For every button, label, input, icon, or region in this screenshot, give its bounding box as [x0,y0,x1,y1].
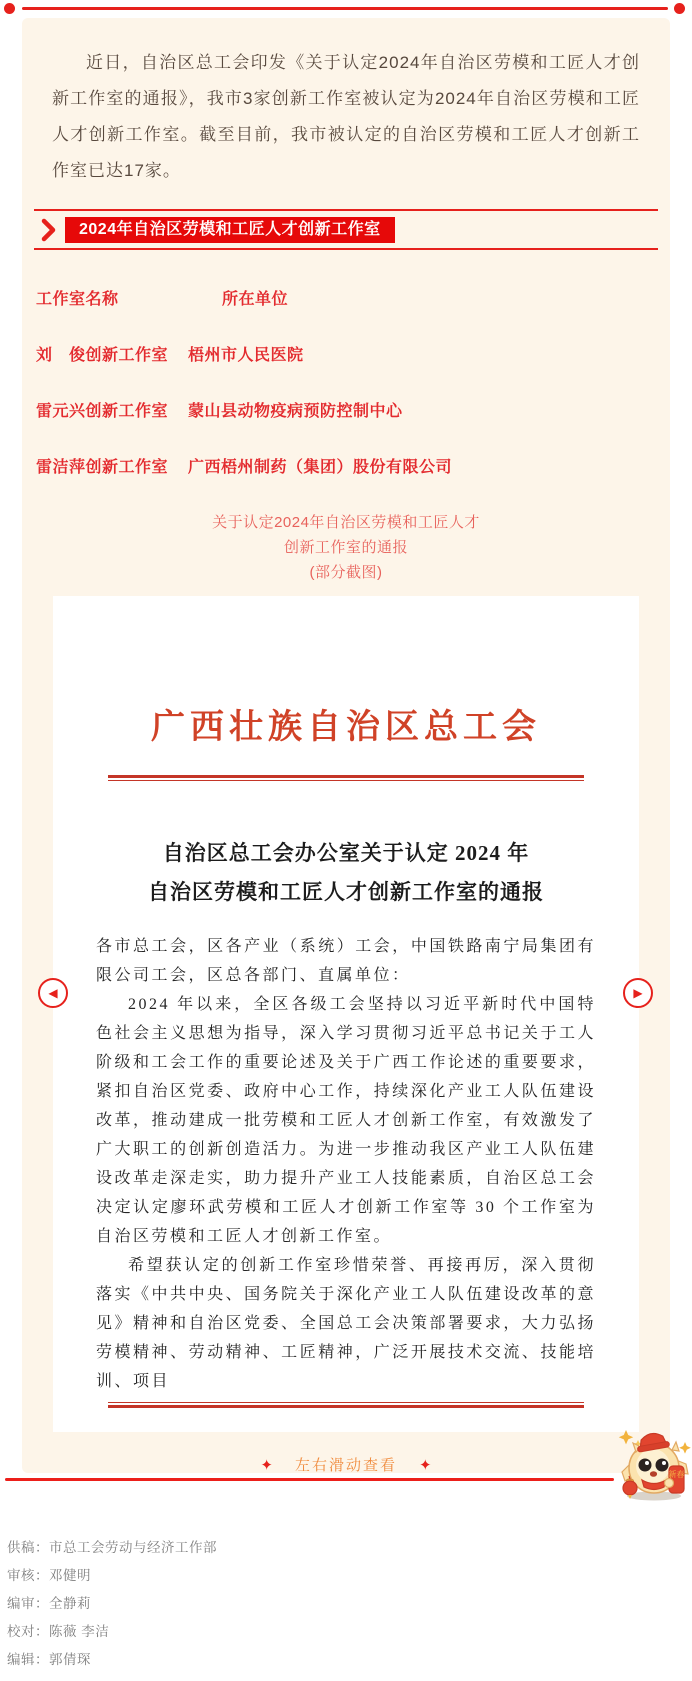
doc-title-line-1: 自治区总工会办公室关于认定 2024 年 [162,841,530,865]
col-header-name: 工作室名称 [36,291,119,308]
top-right-dot [674,3,685,14]
workshop-name: 雷元兴创新工作室 [36,403,169,420]
swipe-hint [22,1454,670,1475]
section-header [34,209,658,250]
footer-credits [7,1541,217,1681]
doc-title-divider [108,775,584,781]
section-title-badge [65,217,395,243]
credit-line: 审核：邓健明 [7,1568,91,1583]
workshop-unit: 蒙山县动物疫病预防控制中心 [188,403,403,420]
top-left-dot [4,3,15,14]
table-row [36,454,670,477]
swipe-hint-text: 左右滑动查看 [294,1457,397,1474]
doc-title [53,834,639,912]
content-card [22,18,670,1473]
doc-bottom-divider [108,1402,584,1408]
svg-text:新春: 新春 [668,1470,685,1479]
section-rule-top [34,209,658,211]
section-title: 2024年自治区劳模和工匠人才创新工作室 [79,220,381,238]
notice-document-image[interactable] [53,596,639,1432]
table-header-row [36,286,670,309]
doc-body [96,932,596,1396]
star-icon-right: ✦ [419,1455,432,1474]
next-button[interactable] [623,978,653,1008]
section-rule-bottom [34,248,658,250]
doc-org-title: 广西壮族自治区总工会 [151,709,541,746]
doc-paragraph-2: 希望获认定的创新工作室珍惜荣誉、再接再厉，深入贯彻落实《中共中央、国务院关于深化产业工人队伍建设改革的意见》精神和自治区党委、全国总工会决策部署要求，大力弘扬劳模精神、劳动精神、工匠精神，广泛开展技术交流、技能培训、项目 [96,1257,596,1390]
image-caption [22,510,670,585]
credit-line: 编辑：郭倩琛 [7,1652,91,1667]
workshop-name: 雷洁萍创新工作室 [36,459,169,476]
col-header-unit: 所在单位 [222,291,289,308]
table-row [36,398,670,421]
prev-button[interactable] [38,978,68,1008]
table-row [36,342,670,365]
footer-divider [5,1478,614,1481]
star-icon-left: ✦ [260,1455,273,1474]
intro-paragraph: 近日，自治区总工会印发《关于认定2024年自治区劳模和工匠人才创新工作室的通报》，我市3家创新工作室被认定为2024年自治区劳模和工匠人才创新工作室。截至目前，我市被认定的自治区劳模和工匠人才创新工作室已达17家。 [52,53,640,180]
workshop-table [36,286,670,477]
right-arrow-icon: ▶ [633,986,643,1000]
workshop-unit: 梧州市人民医院 [188,347,304,364]
credit-line: 编审：全静莉 [7,1596,91,1611]
doc-title-line-2: 自治区劳模和工匠人才创新工作室的通报 [148,880,544,904]
caption-line-1: 关于认定2024年自治区劳模和工匠人才 [212,514,480,531]
top-rule [22,7,668,10]
caption-line-2: 创新工作室的通报 [283,539,408,556]
workshop-name: 刘 俊创新工作室 [36,347,169,364]
workshop-unit: 广西梧州制药（集团）股份有限公司 [188,459,453,476]
caption-line-3: (部分截图) [309,564,383,581]
credit-line: 供稿：市总工会劳动与经济工作部 [7,1540,217,1555]
credit-line: 校对：陈薇 李洁 [7,1624,110,1639]
doc-paragraph-1: 2024 年以来，全区各级工会坚持以习近平新时代中国特色社会主义思想为指导，深入学习贯彻习近平总书记关于工人阶级和工会工作的重要论述及关于广西工作论述的重要要求，紧扣自治区党委、政府中心工作，持续深化产业工人队伍建设改革，推动建成一批劳模和工匠人才创新工作室，有效激发了广大职工的创新创造活力。为进一步推动我区产业工人队伍建设改革走深走实，助力提升产业工人技能素质，自治区总工会决定认定廖环武劳模和工匠人才创新工作室等 30 个工作室为自治区劳模和工匠人才创新工作室。 [96,996,596,1245]
chevron-right-icon [41,218,56,242]
mascot-illustration [612,1420,692,1502]
doc-salutation: 各市总工会，区各产业（系统）工会，中国铁路南宁局集团有限公司工会，区总各部门、直属单位： [96,938,596,984]
left-arrow-icon: ◀ [48,986,58,1000]
